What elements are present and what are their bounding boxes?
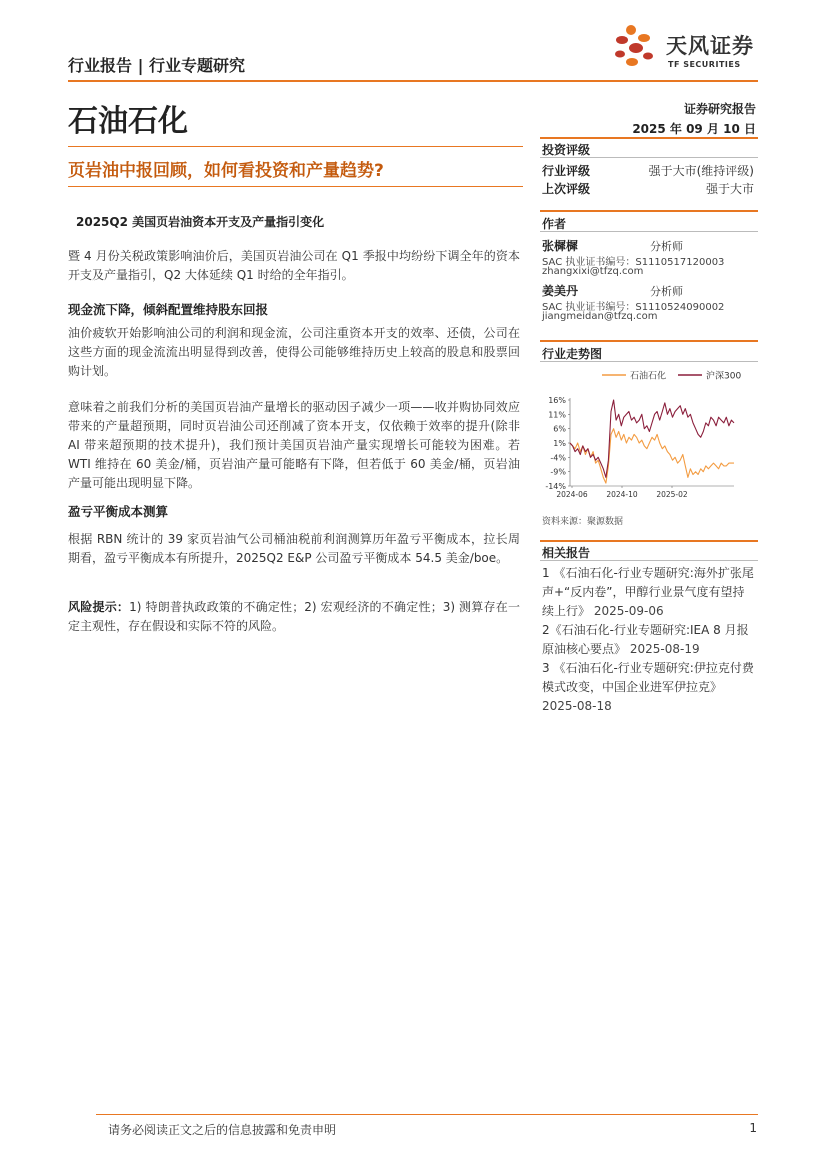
rating-label: 行业评级 — [542, 164, 591, 178]
author-email[interactable]: zhangxixi@tfzq.com — [542, 266, 644, 277]
author-divider — [540, 231, 758, 232]
header-rule — [68, 80, 758, 82]
author-bar — [540, 210, 758, 212]
logo-name: 天风证券 — [666, 34, 754, 58]
rating-title: 投资评级 — [542, 143, 591, 157]
y-tick-label: -14% — [545, 482, 566, 491]
subheading: 2025Q2 美国页岩油资本开支及产量指引变化 — [76, 215, 325, 229]
series-line-2 — [570, 400, 734, 477]
page-number: 1 — [749, 1121, 757, 1135]
related-report-title[interactable]: 2《石油石化-行业专题研究:IEA 8 月报原油核心要点》 — [542, 623, 749, 656]
legend-label: 沪深300 — [706, 371, 742, 382]
rating-label: 上次评级 — [542, 182, 591, 196]
paragraph-production: 意味着之前我们分析的美国页岩油产量增长的驱动因子减少一项——收并购协同效应带来的产量超预期，同时页岩油公司还削减了资本开支，仅依赖于效率的提升(除非 AI 带来超预期的技术提升)，我们预计美国页岩油产量实现增长可能较为困难。若 WTI 维持在 60 美金/桶，页岩油产量可能略有下降，但若低于 60 美金/桶，页岩油产量可能出现明显下降。 — [68, 400, 520, 490]
title-rule-bottom — [68, 186, 523, 187]
related-report[interactable] — [542, 564, 756, 621]
author-email[interactable]: jiangmeidan@tfzq.com — [542, 311, 658, 322]
paragraph-cashflow: 油价疲软开始影响油公司的利润和现金流，公司注重资本开支的效率、还债，公司在这些方面的现金流流出明显得到改善，使得公司能够维持历史上较高的股息和股票回购计划。 — [68, 326, 520, 378]
related-report-date: 2025-08-19 — [629, 642, 700, 656]
y-tick-label: 6% — [553, 424, 566, 434]
rating-value: 强于大市 — [705, 182, 754, 196]
logo — [612, 24, 762, 74]
y-tick-label: -4% — [550, 453, 566, 463]
industry-trend-chart — [540, 362, 758, 502]
trend-bar — [540, 340, 758, 342]
section-heading-breakeven: 盈亏平衡成本测算 — [68, 504, 169, 519]
title-rule-top — [68, 146, 523, 147]
x-tick-label: 2025-02 — [656, 490, 688, 499]
related-report-date: 2025-09-06 — [593, 604, 664, 618]
footer-disclaimer[interactable]: 请务必阅读正文之后的信息披露和免责申明 — [108, 1123, 337, 1137]
chart-source: 资料来源：聚源数据 — [542, 517, 624, 527]
related-report[interactable] — [542, 659, 756, 716]
author-name: 张樨樨 — [542, 239, 579, 253]
report-title: 页岩油中报回顾，如何看投资和产量趋势? — [68, 161, 384, 181]
trend-title: 行业走势图 — [542, 347, 603, 361]
author-role: 分析师 — [650, 240, 683, 253]
paragraph-breakeven: 根据 RBN 统计的 39 家页岩油气公司桶油税前利润测算历年盈亏平衡成本，拉长周期看，盈亏平衡成本有所提升，2025Q2 E&P 公司盈亏平衡成本 54.5 美金/boe。 — [68, 532, 520, 565]
related-report[interactable] — [542, 621, 756, 659]
author-title: 作者 — [542, 217, 567, 231]
report-type: 证券研究报告 — [683, 102, 756, 116]
x-tick-label: 2024-10 — [606, 490, 638, 499]
section-heading-cashflow: 现金流下降，倾斜配置维持股东回报 — [68, 302, 269, 317]
paragraph-intro: 暨 4 月份关税政策影响油价后，美国页岩油公司在 Q1 季报中均纷纷下调全年的资本开支及产量指引，Q2 大体延续 Q1 时给的全年指引。 — [68, 249, 520, 282]
sector-name: 石油石化 — [68, 104, 188, 139]
series-line-1 — [570, 429, 734, 483]
rating-bar — [540, 137, 758, 139]
risk-warning — [68, 598, 520, 636]
related-report-title[interactable]: 1 《石油石化-行业专题研究:海外扩张尾声+“反内卷”，甲醇行业景气度有望持续上行》 — [542, 566, 754, 618]
related-title: 相关报告 — [542, 546, 591, 560]
related-report-title[interactable]: 3 《石油石化-行业专题研究:伊拉克付费模式改变，中国企业进军伊拉克》 — [542, 661, 754, 694]
related-bar — [540, 540, 758, 542]
author-sac: SAC 执业证书编号：S1110524090002 — [542, 302, 725, 313]
author-sac: SAC 执业证书编号：S1110517120003 — [542, 257, 725, 268]
related-report-date: 2025-08-18 — [542, 699, 612, 713]
report-date: 2025 年 09 月 10 日 — [632, 122, 756, 136]
y-tick-label: 16% — [548, 396, 566, 405]
related-divider — [540, 560, 758, 561]
risk-label: 风险提示： — [68, 600, 130, 614]
legend-label: 石油石化 — [630, 371, 667, 382]
y-tick-label: -9% — [550, 467, 566, 477]
risk-text: 1) 特朗普执政政策的不确定性；2) 宏观经济的不确定性；3) 测算存在一定主观性，存在假设和实际不符的风险。 — [68, 600, 520, 633]
x-tick-label: 2024-06 — [556, 490, 588, 499]
author-name: 姜美丹 — [542, 284, 579, 298]
y-tick-label: 1% — [553, 439, 566, 448]
author-role: 分析师 — [650, 285, 683, 298]
logo-subtitle: TF SECURITIES — [668, 60, 741, 69]
report-category: 行业报告 | 行业专题研究 — [68, 56, 245, 75]
rating-divider — [540, 157, 758, 158]
y-tick-label: 11% — [548, 410, 566, 420]
logo-mark-icon — [612, 24, 660, 70]
rating-value: 强于大市(维持评级) — [648, 164, 754, 178]
footer-rule — [96, 1114, 758, 1115]
